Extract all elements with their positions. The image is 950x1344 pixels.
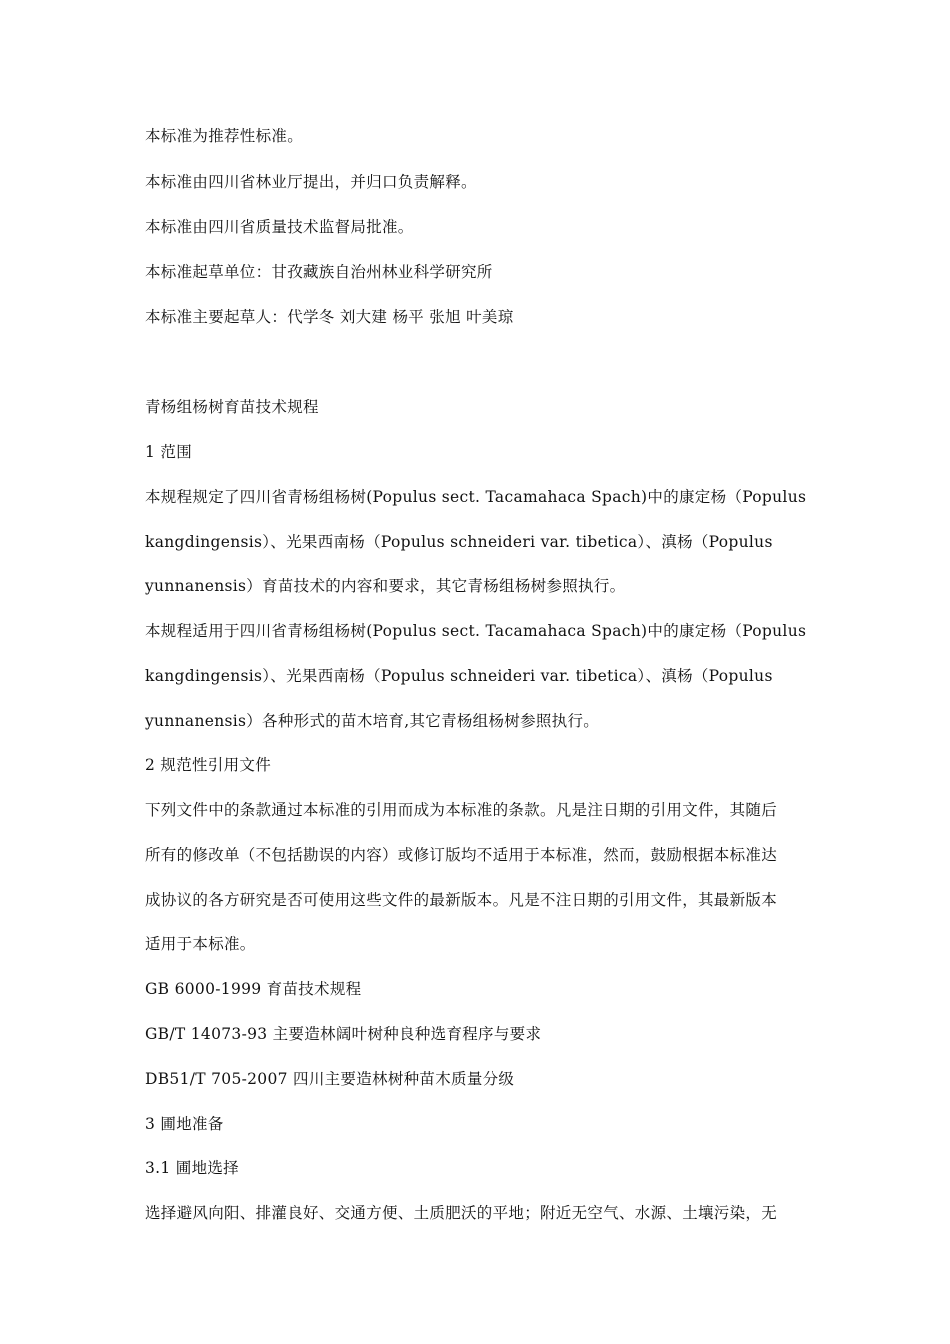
- section-heading: 2 规范性引用文件: [145, 756, 271, 774]
- document-title: 青杨组杨树育苗技术规程: [145, 398, 319, 416]
- foreword-line: 本标准为推荐性标准。: [145, 127, 304, 145]
- paragraph-line: 所有的修改单（不包括勘误的内容）或修订版均不适用于本标准，然而，鼓励根据本标准达: [145, 846, 778, 864]
- section-heading: 1 范围: [145, 443, 192, 461]
- foreword-line: 本标准由四川省林业厅提出，并归口负责解释。: [145, 173, 477, 191]
- reference-item: GB/T 14073-93 主要造林阔叶树种良种选育程序与要求: [145, 1025, 542, 1043]
- paragraph-line: yunnanensis）育苗技术的内容和要求，其它青杨组杨树参照执行。: [145, 577, 626, 595]
- paragraph-line: 成协议的各方研究是否可使用这些文件的最新版本。凡是不注日期的引用文件，其最新版本: [145, 891, 778, 909]
- paragraph-line: yunnanensis）各种形式的苗木培育,其它青杨组杨树参照执行。: [145, 712, 600, 730]
- drafters-line: 本标准主要起草人：代学冬 刘大建 杨平 张旭 叶美琼: [145, 308, 514, 326]
- reference-item: DB51/T 705-2007 四川主要造林树种苗木质量分级: [145, 1070, 515, 1088]
- paragraph-line: 选择避风向阳、排灌良好、交通方便、土质肥沃的平地；附近无空气、水源、土壤污染，无: [145, 1204, 778, 1222]
- paragraph-line: kangdingensis）、光果西南杨（Populus schneideri var. tibetica）、滇杨（Populus: [145, 533, 773, 551]
- foreword-line: 本标准由四川省质量技术监督局批准。: [145, 218, 414, 236]
- subsection-heading: 3.1 圃地选择: [145, 1159, 239, 1177]
- paragraph-line: 本规程适用于四川省青杨组杨树(Populus sect. Tacamahaca Spach)中的康定杨（Populus: [145, 622, 807, 640]
- foreword-line: 本标准起草单位：甘孜藏族自治州林业科学研究所: [145, 263, 493, 281]
- reference-item: GB 6000-1999 育苗技术规程: [145, 980, 362, 998]
- section-heading: 3 圃地准备: [145, 1115, 224, 1133]
- paragraph-line: 本规程规定了四川省青杨组杨树(Populus sect. Tacamahaca Spach)中的康定杨（Populus: [145, 488, 807, 506]
- paragraph-line: 适用于本标准。: [145, 935, 256, 953]
- paragraph-line: 下列文件中的条款通过本标准的引用而成为本标准的条款。凡是注日期的引用文件，其随后: [145, 801, 778, 819]
- paragraph-line: kangdingensis）、光果西南杨（Populus schneideri var. tibetica）、滇杨（Populus: [145, 667, 773, 685]
